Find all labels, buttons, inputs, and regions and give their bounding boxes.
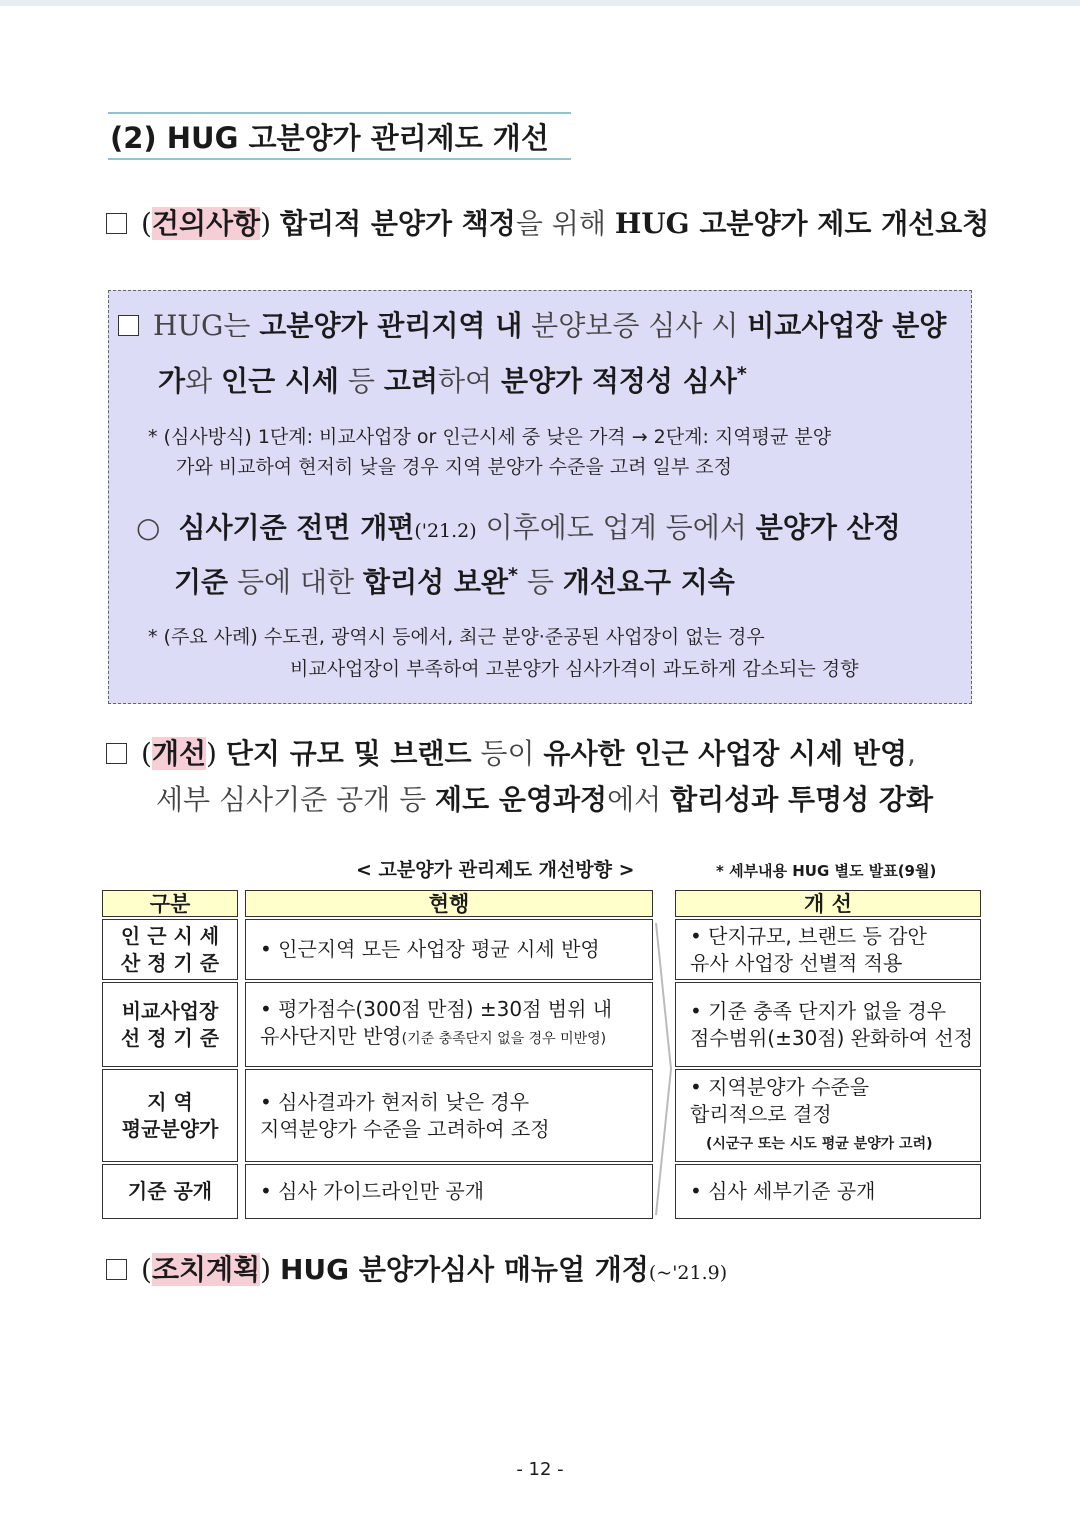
imp-text-2: 단지 규모 및 브랜드	[225, 737, 472, 770]
b1-text-8: 등	[338, 364, 384, 398]
chevron-right-icon	[655, 919, 673, 1219]
paren-open: (	[141, 737, 152, 770]
row-2-label: 비교사업장 선 정 기 준	[120, 998, 220, 1050]
action-tag: 조치계획	[151, 1253, 261, 1286]
note-1-line-1: * (심사방식) 1단계: 비교사업장 or 인근시세 중 낮은 가격 → 2단계: 지역평균 분양	[148, 426, 832, 448]
row-3-label: 지 역 평균분양가	[121, 1089, 219, 1141]
proposal-tag: 건의사항	[151, 207, 261, 240]
b2-text-2: ('21.2)	[414, 520, 477, 542]
b1-footnote-mark: *	[736, 363, 747, 385]
imp-text-6: 세부 심사기준 공개 등	[156, 783, 436, 816]
b1-text-2: 고분양가 관리지역 내	[259, 309, 523, 342]
proposal-part-2: 을 위해	[515, 207, 615, 240]
action-plan-line	[106, 1252, 727, 1291]
action-period: (~'21.9)	[648, 1262, 728, 1284]
table-cell-improved	[675, 919, 981, 980]
action-text: HUG 분양가심사 매뉴얼 개정	[279, 1253, 649, 1286]
row-1-improved: • 단지규모, 브랜드 등 감안 유사 사업장 선별적 적용	[690, 923, 927, 975]
table-row-label	[102, 1069, 238, 1162]
box-bullet-2-line-2	[174, 557, 735, 600]
b2-footnote-mark: *	[508, 564, 518, 586]
row-2-improved: • 기준 충족 단지가 없을 경우 점수범위(±30점) 완화하여 선정	[690, 998, 974, 1050]
table-caption-note: * 세부내용 HUG 별도 발표(9월)	[716, 862, 937, 880]
paren-close: )	[260, 207, 280, 240]
b2-text-7: 합리성 보완	[363, 565, 509, 599]
imp-text-8: 에서	[607, 783, 671, 816]
row-2-current-note: (기준 충족단지 없을 경우 미반영)	[401, 1031, 607, 1047]
b2-text-1: 심사기준 전면 개편	[178, 511, 415, 544]
table-cell-current	[245, 1069, 653, 1162]
table-cell-improved	[675, 982, 981, 1067]
b2-text-8: 등	[517, 565, 563, 599]
row-2-current: • 평가점수(300점 만점) ±30점 범위 내 유사단지만 반영	[260, 997, 613, 1048]
b1-text-5: 가	[158, 364, 186, 398]
row-3-improved-note: (시군구 또는 시도 평균 분양가 고려)	[706, 1135, 933, 1152]
paren-open: (	[141, 207, 152, 240]
imp-text-1: )	[206, 737, 226, 770]
b2-text-9: 개선요구 지속	[562, 565, 735, 599]
improvement-tag: 개선	[151, 737, 207, 770]
b2-text-6: 등에 대한	[228, 565, 364, 599]
table-cell-current	[245, 919, 653, 980]
proposal-part-3: HUG 고분양가 제도 개선요청	[614, 207, 990, 240]
row-4-current: • 심사 가이드라인만 공개	[260, 1179, 485, 1203]
improvement-line-1	[106, 736, 916, 772]
b2-text-3: 이후에도 업계 등에서	[476, 511, 756, 544]
b1-text-1: HUG는	[153, 309, 260, 342]
box-bullet-2-line-1	[136, 510, 901, 549]
imp-text-3: 등이	[471, 737, 544, 770]
header-improved: 개 선	[675, 890, 981, 917]
circle-bullet-icon: ○	[136, 511, 161, 544]
box-bullet-1-line-2	[158, 356, 747, 399]
table-cell-improved	[675, 1164, 981, 1219]
b2-text-4: 분양가 산정	[755, 511, 901, 544]
improvement-line-2	[156, 782, 933, 818]
proposal-part-1: 합리적 분양가 책정	[279, 207, 516, 240]
b1-text-10: 하여	[437, 364, 501, 398]
imp-text-4: 유사한 인근 사업장 시세 반영	[543, 737, 907, 770]
table-caption: < 고분양가 관리제도 개선방향 >	[356, 859, 635, 881]
table-cell-current	[245, 982, 653, 1067]
b1-text-7: 인근 시세	[221, 364, 339, 398]
checkbox-icon	[106, 1259, 127, 1280]
proposal-line	[106, 206, 989, 242]
row-3-improved: • 지역분양가 수준을 합리적으로 결정	[690, 1074, 870, 1126]
note-2-line-2: 비교사업장이 부족하여 고분양가 심사가격이 과도하게 감소되는 경향	[290, 658, 859, 680]
box-bullet-1-line-1	[118, 308, 946, 344]
row-1-current: • 인근지역 모든 사업장 평균 시세 반영	[260, 937, 600, 961]
row-3-current: • 심사결과가 현저히 낮은 경우 지역분양가 수준을 고려하여 조정	[260, 1089, 550, 1141]
b1-text-9: 고려	[383, 364, 438, 398]
row-4-label: 기준 공개	[127, 1179, 213, 1203]
checkbox-icon	[118, 315, 139, 336]
b1-text-6: 와	[185, 364, 222, 398]
row-1-label: 인 근 시 세 산 정 기 준	[120, 923, 220, 975]
page-number: - 12 -	[516, 1459, 564, 1480]
checkbox-icon	[106, 213, 127, 234]
table-cell-improved	[675, 1069, 981, 1162]
paren-close: )	[260, 1253, 280, 1286]
imp-text-7: 제도 운영과정	[435, 783, 608, 816]
b1-text-11: 분양가 적정성 심사	[500, 364, 737, 398]
table-row-label	[102, 1164, 238, 1219]
paren-open: (	[141, 1253, 152, 1286]
header-category: 구분	[102, 890, 238, 917]
note-2-line-1: * (주요 사례) 수도권, 광역시 등에서, 최근 분양·준공된 사업장이 없는 경우	[148, 626, 765, 648]
b1-text-3: 분양보증 심사 시	[522, 309, 748, 342]
top-bar	[0, 0, 1080, 6]
table-cell-current	[245, 1164, 653, 1219]
b1-text-4: 비교사업장 분양	[747, 309, 947, 342]
b2-text-5: 기준	[174, 565, 229, 599]
section-title: (2) HUG 고분양가 관리제도 개선	[108, 112, 571, 160]
row-4-improved: • 심사 세부기준 공개	[690, 1179, 876, 1203]
note-1-line-2: 가와 비교하여 현저히 낮을 경우 지역 분양가 수준을 고려 일부 조정	[176, 456, 732, 478]
checkbox-icon	[106, 743, 127, 764]
imp-text-9: 합리성과 투명성 강화	[670, 783, 934, 816]
table-row-label	[102, 982, 238, 1067]
imp-text-5: ,	[907, 737, 916, 770]
header-current: 현행	[245, 890, 653, 917]
table-row-label	[102, 919, 238, 980]
